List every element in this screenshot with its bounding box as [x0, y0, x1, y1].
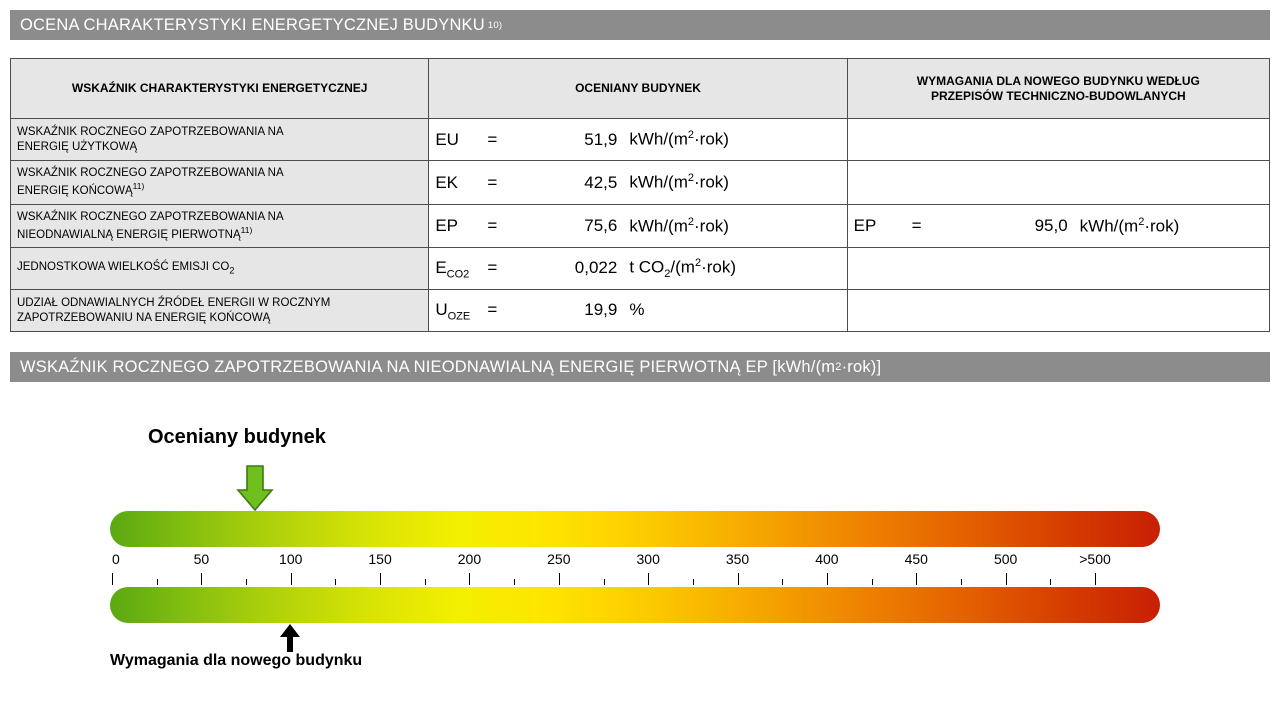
row-symbol-oze-sub: OZE [447, 310, 471, 323]
axis-tick-label: 100 [279, 551, 303, 567]
row-unit-ek [629, 172, 729, 193]
axis-tick [916, 573, 917, 585]
axis-tick-minor [604, 579, 605, 585]
evaluated-building-label: Oceniany budynek [148, 426, 326, 448]
row-unit-eu-sup: 2 [687, 129, 694, 142]
row-symbol-co2 [435, 258, 487, 280]
row-label-oze-line2: ZAPOTRZEBOWANIU NA ENERGIĘ KOŃCOWĄ [17, 311, 271, 324]
ep-color-strip-bottom [110, 587, 1160, 623]
axis-tick-minor [157, 579, 158, 585]
section-header-ep-title-part1: WSKAŹNIK ROCZNEGO ZAPOTRZEBOWANIA NA NIEODNAWIALNĄ ENERGIĘ PIERWOTNĄ EP [kWh/(m [20, 357, 836, 376]
row-label-ep-note: 11) [240, 224, 253, 235]
row-number-ek: 42,5 [584, 172, 618, 192]
table-header-row [11, 59, 1270, 119]
section-header-ep-scale [10, 352, 1270, 382]
row-unit-ek-sup: 2 [687, 172, 694, 185]
row-unit-eu [629, 129, 729, 150]
row-label-co2-sub: 2 [229, 265, 235, 276]
row-label-eu-line2: ENERGIĘ UŻYTKOWĄ [17, 140, 138, 153]
row-unit-co2-prefix: t CO [629, 258, 665, 278]
header-requirements-line2: PRZEPISÓW TECHNICZNO-BUDOWLANYCH [931, 88, 1186, 103]
row-number-co2: 0,022 [574, 258, 618, 278]
row-symbol-oze [435, 300, 487, 322]
axis-tick-minor [425, 579, 426, 585]
req-unit-ep-sup: 2 [1138, 215, 1145, 228]
header-evaluated-building: OCENIANY BUDYNEK [429, 59, 847, 119]
row-requirement-eu [847, 119, 1269, 161]
header-requirements [847, 59, 1269, 119]
ep-scale-graphic [0, 392, 1280, 692]
axis-tick-minor [782, 579, 783, 585]
down-arrow-icon [236, 464, 274, 512]
row-unit-co2-suffix: ·rok) [701, 258, 737, 278]
header-indicator: WSKAŹNIK CHARAKTERYSTYKI ENERGETYCZNEJ [11, 59, 429, 119]
row-value-ek [429, 161, 847, 205]
axis-tick-label: 450 [904, 551, 928, 567]
axis-tick [380, 573, 381, 585]
row-label-co2 [11, 248, 429, 290]
section-header-assessment-footnote: 10) [487, 19, 503, 31]
row-symbol-ek: EK [435, 172, 459, 192]
axis-tick [648, 573, 649, 585]
axis-tick-minor [1050, 579, 1051, 585]
axis-tick-minor [514, 579, 515, 585]
axis-tick-label: 300 [636, 551, 660, 567]
axis-tick [559, 573, 560, 585]
ep-axis [110, 547, 1160, 587]
row-unit-co2-sup: 2 [694, 257, 702, 270]
row-unit-ep [629, 216, 729, 237]
row-requirement-co2 [847, 248, 1269, 290]
energy-performance-table [10, 58, 1270, 332]
row-value-co2 [429, 248, 847, 290]
table-row [11, 119, 1270, 161]
axis-tick [112, 573, 113, 585]
axis-tick-minor [693, 579, 694, 585]
row-unit-oze: % [629, 299, 645, 319]
row-requirement-ep [847, 204, 1269, 248]
section-header-ep-title-part2: ·rok)] [841, 357, 882, 376]
axis-tick [1095, 573, 1096, 585]
row-label-oze-line1: UDZIAŁ ODNAWIALNYCH ŹRÓDEŁ ENERGII W ROCZNYM [17, 296, 331, 309]
axis-tick-label: 0 [112, 551, 120, 567]
row-label-ep [11, 204, 429, 248]
axis-tick [201, 573, 202, 585]
row-unit-ek-suffix: ·rok) [694, 172, 729, 192]
row-equals-oze: = [487, 299, 498, 319]
row-unit-eu-prefix: kWh/(m [629, 129, 688, 149]
row-number-ep: 75,6 [584, 216, 618, 236]
row-unit-ep-suffix: ·rok) [694, 216, 729, 236]
row-unit-ep-sup: 2 [687, 215, 694, 228]
row-equals-ep: = [487, 216, 498, 236]
row-symbol-oze-base: U [435, 299, 448, 319]
axis-tick [1006, 573, 1007, 585]
req-equals-ep: = [911, 216, 922, 236]
row-value-oze [429, 290, 847, 332]
axis-tick-label: >500 [1079, 551, 1111, 567]
axis-tick-label: 250 [547, 551, 571, 567]
axis-tick-minor [961, 579, 962, 585]
row-label-eu-line1: WSKAŹNIK ROCZNEGO ZAPOTRZEBOWANIA NA [17, 125, 284, 138]
axis-tick-label: 400 [815, 551, 839, 567]
axis-tick [827, 573, 828, 585]
axis-tick [469, 573, 470, 585]
row-label-ek-note: 11) [132, 180, 145, 191]
section-header-assessment-title: OCENA CHARAKTERYSTYKI ENERGETYCZNEJ BUDYNKU [20, 15, 485, 34]
axis-tick-label: 350 [725, 551, 750, 567]
axis-tick-label: 200 [457, 551, 482, 567]
row-unit-co2-sub: 2 [664, 268, 671, 281]
row-unit-eu-suffix: ·rok) [694, 129, 729, 149]
section-header-ep-title-sup: 2 [835, 361, 842, 373]
section-header-assessment [10, 10, 1270, 40]
row-unit-co2 [629, 257, 736, 280]
row-label-ep-line2: NIEODNAWIALNĄ ENERGIĘ PIERWOTNĄ [17, 228, 241, 241]
row-symbol-co2-base: E [435, 258, 447, 278]
axis-tick-minor [246, 579, 247, 585]
row-value-eu [429, 119, 847, 161]
row-label-co2-line1: JEDNOSTKOWA WIELKOŚĆ EMISJI CO [17, 261, 230, 274]
row-number-eu: 51,9 [584, 129, 618, 149]
row-unit-co2-mid: /(m [670, 258, 695, 278]
ep-color-strip-top [110, 511, 1160, 547]
req-symbol-ep: EP [853, 216, 877, 236]
axis-tick-minor [335, 579, 336, 585]
table-row [11, 248, 1270, 290]
req-number-ep: 95,0 [1034, 216, 1068, 236]
row-label-ek-line2: ENERGIĘ KOŃCOWĄ [17, 184, 133, 197]
req-unit-ep [1080, 216, 1180, 237]
row-label-oze [11, 290, 429, 332]
up-arrow-icon [279, 624, 301, 652]
row-symbol-co2-sub: CO2 [446, 268, 470, 281]
row-requirement-ek [847, 161, 1269, 205]
row-label-eu [11, 119, 429, 161]
axis-tick [291, 573, 292, 585]
row-equals-co2: = [487, 258, 498, 278]
table-row [11, 290, 1270, 332]
row-label-ek-line1: WSKAŹNIK ROCZNEGO ZAPOTRZEBOWANIA NA [17, 167, 284, 179]
row-symbol-eu: EU [435, 129, 459, 149]
axis-tick-label: 150 [368, 551, 392, 567]
row-unit-ep-prefix: kWh/(m [629, 216, 688, 236]
header-requirements-line1: WYMAGANIA DLA NOWEGO BUDYNKU WEDŁUG [916, 73, 1200, 88]
row-unit-ek-prefix: kWh/(m [629, 172, 688, 192]
axis-tick-minor [872, 579, 873, 585]
row-label-ek [11, 161, 429, 205]
row-symbol-ep: EP [435, 216, 459, 236]
axis-tick-label: 50 [193, 551, 210, 567]
row-requirement-oze [847, 290, 1269, 332]
requirement-building-label: Wymagania dla nowego budynku [110, 652, 363, 669]
row-equals-eu: = [487, 129, 498, 149]
row-equals-ek: = [487, 172, 498, 192]
row-value-ep [429, 204, 847, 248]
table-row [11, 204, 1270, 248]
axis-tick [738, 573, 739, 585]
row-number-oze: 19,9 [584, 299, 618, 319]
req-unit-ep-suffix: ·rok) [1144, 216, 1180, 236]
table-row [11, 161, 1270, 205]
axis-tick-label: 500 [993, 551, 1018, 567]
req-unit-ep-prefix: kWh/(m [1079, 216, 1139, 236]
row-label-ep-line1: WSKAŹNIK ROCZNEGO ZAPOTRZEBOWANIA NA [17, 210, 284, 223]
